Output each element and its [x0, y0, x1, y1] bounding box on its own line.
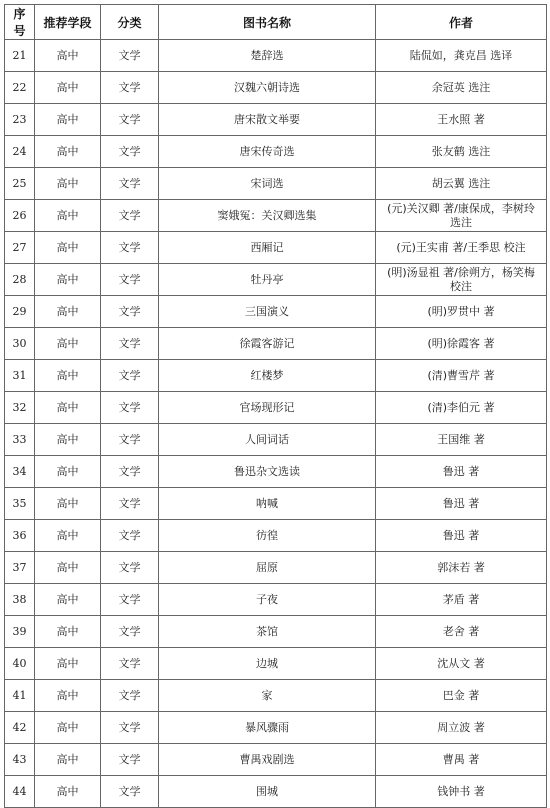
row-book-title: 家 — [159, 680, 376, 712]
row-book-title: 鲁迅杂文选读 — [159, 456, 376, 488]
row-stage: 高中 — [35, 200, 101, 232]
row-book-title: 呐喊 — [159, 488, 376, 520]
table-row — [5, 360, 547, 392]
row-index: 22 — [5, 72, 35, 104]
row-index: 30 — [5, 328, 35, 360]
row-author: 鲁迅 著 — [376, 456, 547, 488]
row-author: 老舍 著 — [376, 616, 547, 648]
row-category: 文学 — [101, 328, 159, 360]
row-stage: 高中 — [35, 744, 101, 776]
row-book-title: 汉魏六朝诗选 — [159, 72, 376, 104]
header-category: 分类 — [101, 5, 159, 40]
table-row — [5, 392, 547, 424]
row-index: 43 — [5, 744, 35, 776]
row-index: 29 — [5, 296, 35, 328]
header-author: 作者 — [376, 5, 547, 40]
row-book-title: 围城 — [159, 776, 376, 808]
table-row — [5, 328, 547, 360]
table-row — [5, 776, 547, 808]
row-book-title: 官场现形记 — [159, 392, 376, 424]
row-book-title: 三国演义 — [159, 296, 376, 328]
row-stage: 高中 — [35, 72, 101, 104]
row-author: 王国维 著 — [376, 424, 547, 456]
row-book-title: 人间词话 — [159, 424, 376, 456]
row-book-title: 曹禺戏剧选 — [159, 744, 376, 776]
header-title: 图书名称 — [159, 5, 376, 40]
row-index: 37 — [5, 552, 35, 584]
row-index: 26 — [5, 200, 35, 232]
row-book-title: 彷徨 — [159, 520, 376, 552]
row-author: 钱钟书 著 — [376, 776, 547, 808]
row-stage: 高中 — [35, 296, 101, 328]
row-index: 42 — [5, 712, 35, 744]
header-row — [5, 5, 547, 40]
row-index: 44 — [5, 776, 35, 808]
book-list-table — [4, 4, 547, 808]
row-stage: 高中 — [35, 616, 101, 648]
row-author: 张友鹤 选注 — [376, 136, 547, 168]
row-stage: 高中 — [35, 232, 101, 264]
table-row — [5, 584, 547, 616]
row-book-title: 牡丹亭 — [159, 264, 376, 296]
row-category: 文学 — [101, 456, 159, 488]
row-category: 文学 — [101, 296, 159, 328]
row-index: 40 — [5, 648, 35, 680]
row-author: 沈从文 著 — [376, 648, 547, 680]
table-row — [5, 680, 547, 712]
row-author: (明)汤显祖 著/徐朔方，杨笑梅 校注 — [376, 264, 547, 296]
table-row — [5, 648, 547, 680]
row-index: 27 — [5, 232, 35, 264]
table-row — [5, 744, 547, 776]
row-index: 28 — [5, 264, 35, 296]
row-author: (清)李伯元 著 — [376, 392, 547, 424]
row-book-title: 暴风骤雨 — [159, 712, 376, 744]
row-stage: 高中 — [35, 456, 101, 488]
row-category: 文学 — [101, 136, 159, 168]
row-book-title: 窦娥冤：关汉卿选集 — [159, 200, 376, 232]
row-category: 文学 — [101, 744, 159, 776]
table-row — [5, 200, 547, 232]
row-stage: 高中 — [35, 776, 101, 808]
row-stage: 高中 — [35, 552, 101, 584]
row-author: (元)关汉卿 著/康保成，李树玲 选注 — [376, 200, 547, 232]
row-author: (元)王实甫 著/王季思 校注 — [376, 232, 547, 264]
table-row — [5, 456, 547, 488]
row-index: 21 — [5, 40, 35, 72]
table-row — [5, 488, 547, 520]
row-stage: 高中 — [35, 168, 101, 200]
table-row — [5, 232, 547, 264]
row-stage: 高中 — [35, 424, 101, 456]
header-index: 序号 — [5, 5, 35, 40]
table-row — [5, 40, 547, 72]
row-author: 郭沫若 著 — [376, 552, 547, 584]
row-book-title: 宋词选 — [159, 168, 376, 200]
row-category: 文学 — [101, 200, 159, 232]
row-stage: 高中 — [35, 520, 101, 552]
row-author: 陆侃如，龚克昌 选译 — [376, 40, 547, 72]
row-category: 文学 — [101, 360, 159, 392]
row-book-title: 红楼梦 — [159, 360, 376, 392]
row-category: 文学 — [101, 264, 159, 296]
table-row — [5, 136, 547, 168]
row-book-title: 茶馆 — [159, 616, 376, 648]
row-category: 文学 — [101, 424, 159, 456]
row-author: 余冠英 选注 — [376, 72, 547, 104]
row-category: 文学 — [101, 616, 159, 648]
row-index: 24 — [5, 136, 35, 168]
row-index: 25 — [5, 168, 35, 200]
row-index: 33 — [5, 424, 35, 456]
row-book-title: 子夜 — [159, 584, 376, 616]
header-stage: 推荐学段 — [35, 5, 101, 40]
row-index: 35 — [5, 488, 35, 520]
row-stage: 高中 — [35, 104, 101, 136]
row-stage: 高中 — [35, 360, 101, 392]
row-author: 王水照 著 — [376, 104, 547, 136]
row-category: 文学 — [101, 584, 159, 616]
row-index: 41 — [5, 680, 35, 712]
row-author: 鲁迅 著 — [376, 520, 547, 552]
table-row — [5, 520, 547, 552]
row-index: 32 — [5, 392, 35, 424]
row-category: 文学 — [101, 104, 159, 136]
row-author: (明)罗贯中 著 — [376, 296, 547, 328]
row-category: 文学 — [101, 552, 159, 584]
row-stage: 高中 — [35, 584, 101, 616]
table-row — [5, 168, 547, 200]
row-author: 曹禺 著 — [376, 744, 547, 776]
row-category: 文学 — [101, 712, 159, 744]
row-stage: 高中 — [35, 680, 101, 712]
row-author: 胡云翼 选注 — [376, 168, 547, 200]
row-stage: 高中 — [35, 264, 101, 296]
row-category: 文学 — [101, 168, 159, 200]
table-row — [5, 712, 547, 744]
row-book-title: 楚辞选 — [159, 40, 376, 72]
table-row — [5, 264, 547, 296]
row-book-title: 唐宋传奇选 — [159, 136, 376, 168]
row-index: 34 — [5, 456, 35, 488]
row-author: 周立波 著 — [376, 712, 547, 744]
row-book-title: 西厢记 — [159, 232, 376, 264]
row-book-title: 徐霞客游记 — [159, 328, 376, 360]
table-row — [5, 104, 547, 136]
row-index: 36 — [5, 520, 35, 552]
table-row — [5, 424, 547, 456]
row-category: 文学 — [101, 488, 159, 520]
row-index: 31 — [5, 360, 35, 392]
row-author: (清)曹雪芹 著 — [376, 360, 547, 392]
row-author: 茅盾 著 — [376, 584, 547, 616]
row-index: 23 — [5, 104, 35, 136]
row-category: 文学 — [101, 648, 159, 680]
row-category: 文学 — [101, 776, 159, 808]
row-category: 文学 — [101, 40, 159, 72]
table-row — [5, 552, 547, 584]
row-stage: 高中 — [35, 712, 101, 744]
table-row — [5, 616, 547, 648]
row-category: 文学 — [101, 72, 159, 104]
row-stage: 高中 — [35, 392, 101, 424]
table-row — [5, 72, 547, 104]
row-stage: 高中 — [35, 40, 101, 72]
row-category: 文学 — [101, 680, 159, 712]
row-stage: 高中 — [35, 488, 101, 520]
row-author: (明)徐霞客 著 — [376, 328, 547, 360]
row-stage: 高中 — [35, 648, 101, 680]
row-book-title: 唐宋散文举要 — [159, 104, 376, 136]
table-body — [5, 40, 547, 808]
row-author: 巴金 著 — [376, 680, 547, 712]
row-author: 鲁迅 著 — [376, 488, 547, 520]
row-book-title: 屈原 — [159, 552, 376, 584]
row-stage: 高中 — [35, 136, 101, 168]
row-book-title: 边城 — [159, 648, 376, 680]
table-row — [5, 296, 547, 328]
row-stage: 高中 — [35, 328, 101, 360]
row-category: 文学 — [101, 232, 159, 264]
row-category: 文学 — [101, 392, 159, 424]
row-index: 39 — [5, 616, 35, 648]
row-index: 38 — [5, 584, 35, 616]
row-category: 文学 — [101, 520, 159, 552]
